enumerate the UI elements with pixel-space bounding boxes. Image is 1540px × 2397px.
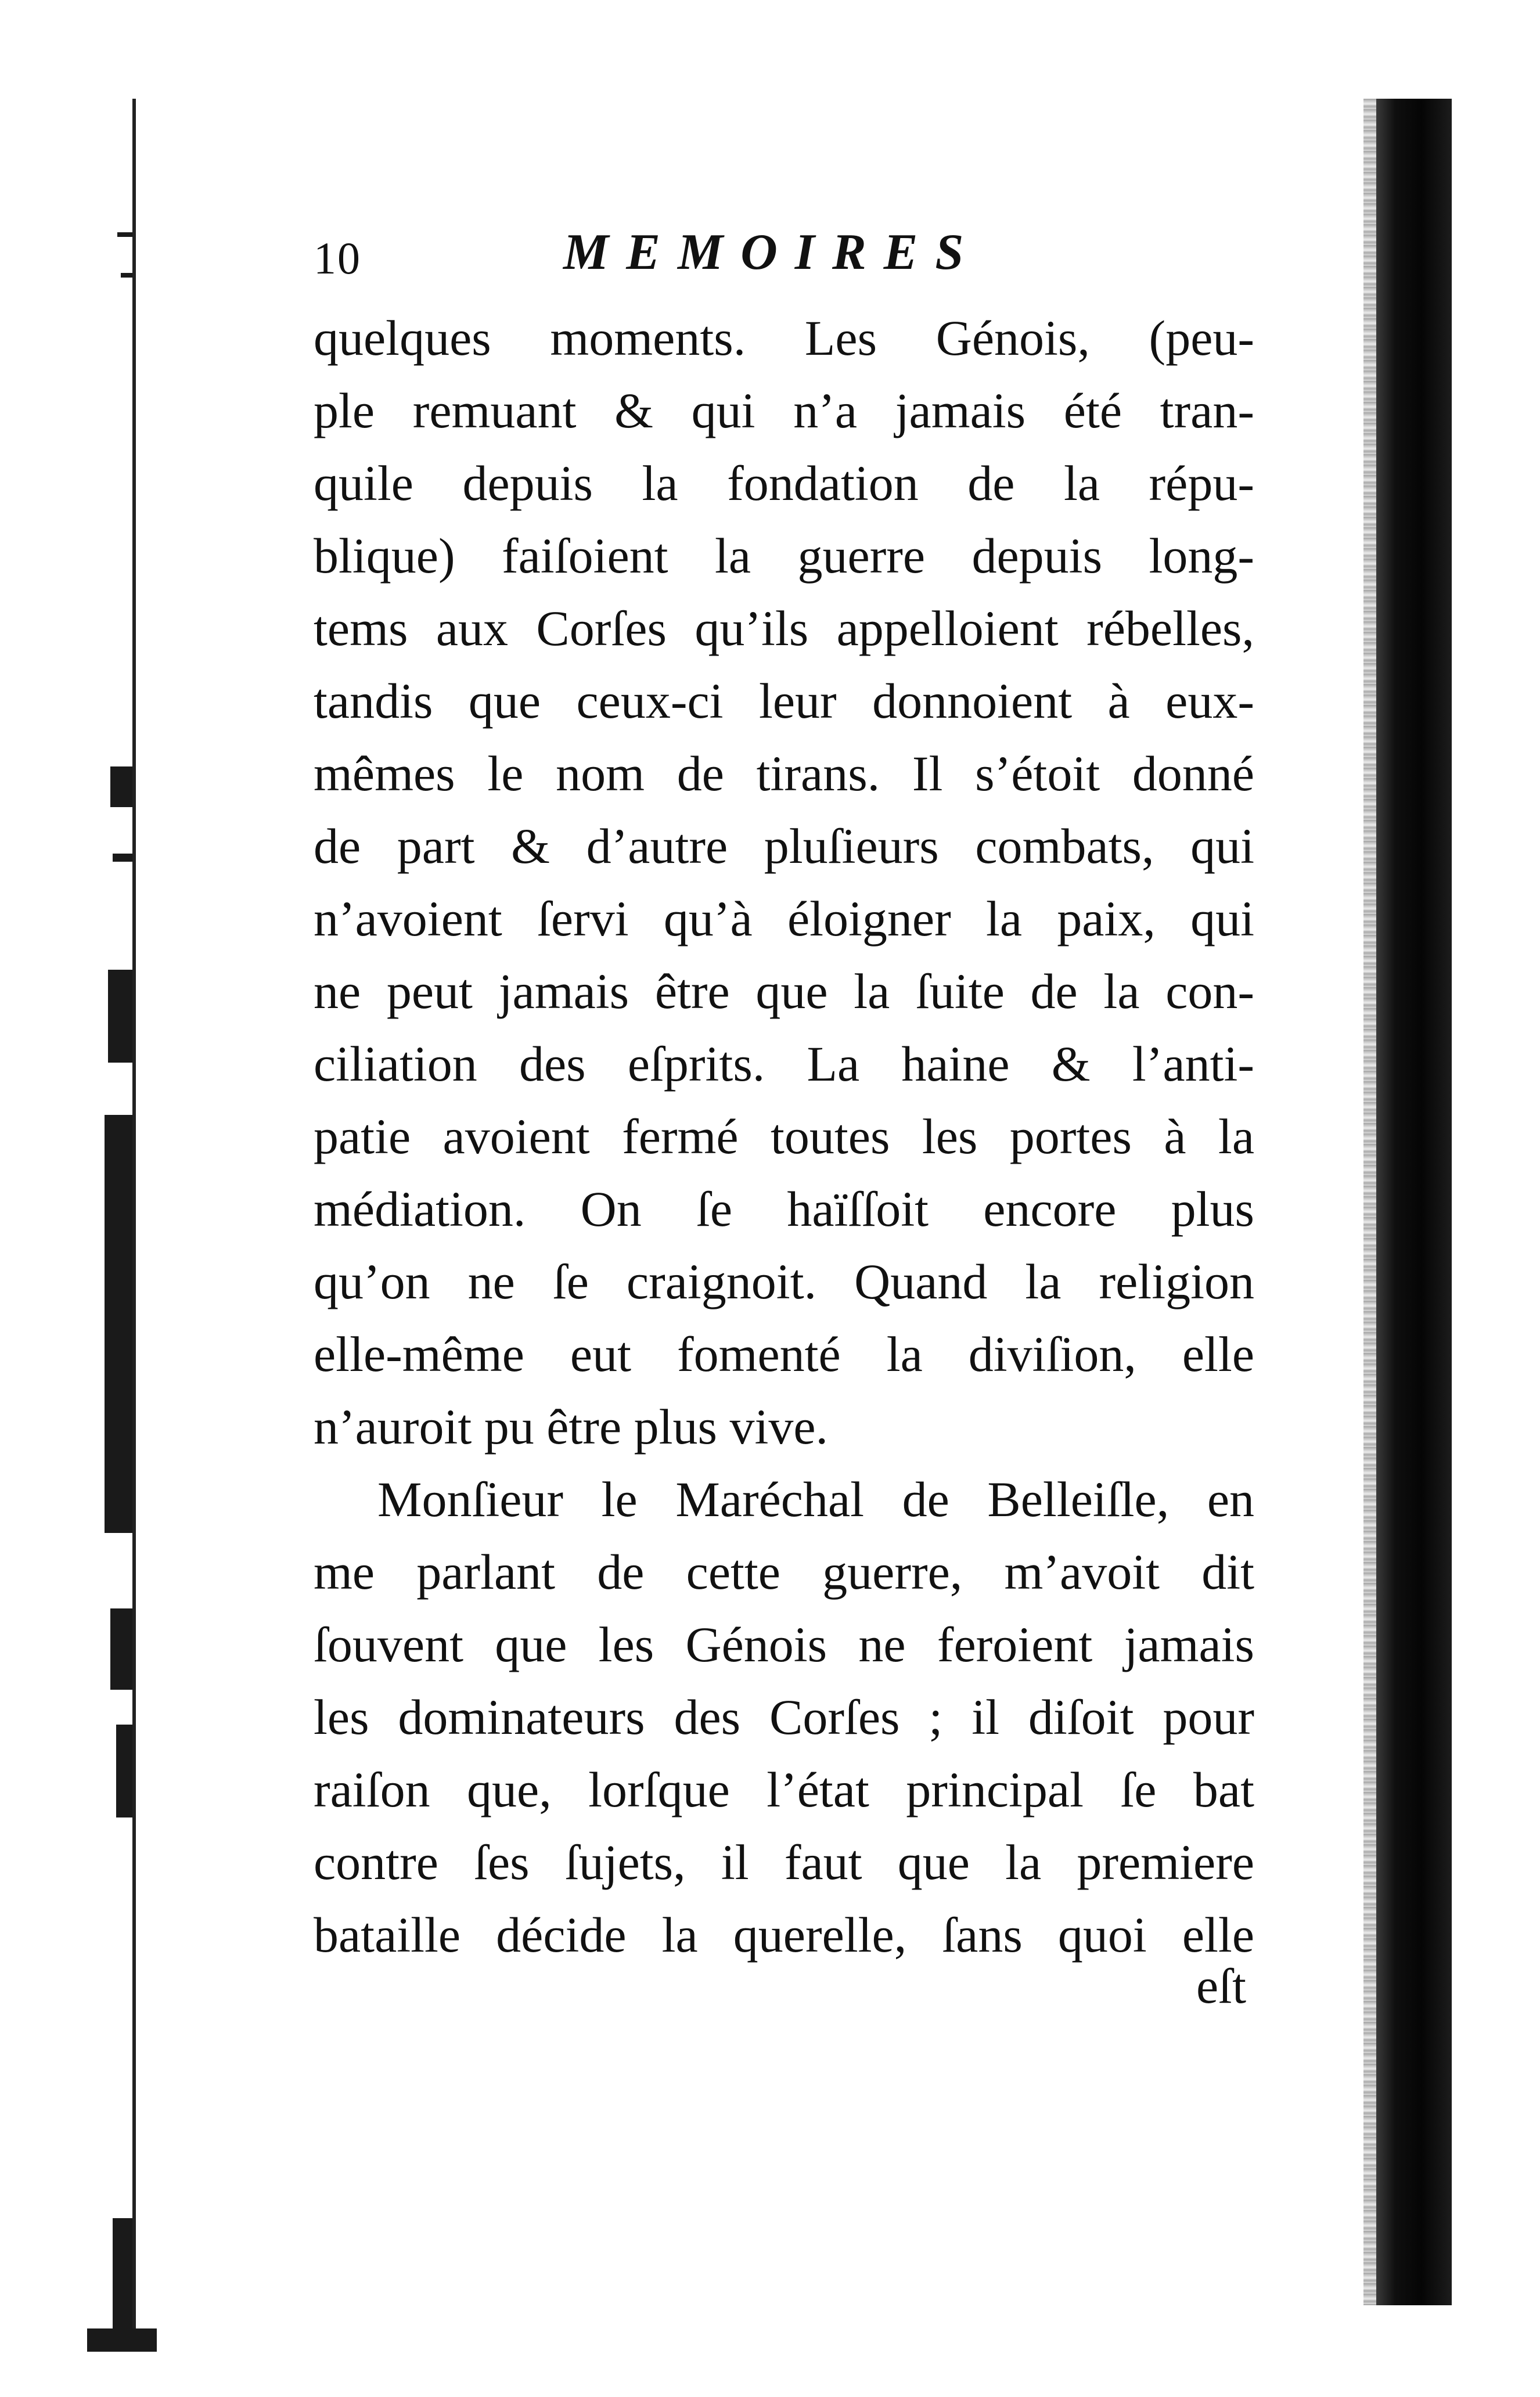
text-line: mêmes le nom de tirans. Il s’étoit donné: [314, 746, 1254, 801]
text-line: médiation. On ſe haïſſoit encore plus: [314, 1181, 1254, 1237]
running-title: MEMOIRES: [563, 224, 981, 280]
text-line: patie avoient fermé toutes les portes à la: [314, 1108, 1254, 1164]
paragraph-2: [314, 1463, 1254, 1971]
text-line: les dominateurs des Corſes ; il diſoit pour: [314, 1689, 1254, 1745]
text-line: de part & d’autre pluſieurs combats, qui: [314, 818, 1254, 874]
text-line: bataille décide la querelle, ſans quoi elle: [314, 1907, 1254, 1963]
text-line: elle-même eut fomenté la diviſion, elle: [314, 1326, 1254, 1382]
binding-rule: [132, 99, 136, 2352]
text-line: contre ſes ſujets, il faut que la premiere: [314, 1834, 1254, 1890]
text-line: Monſieur le Maréchal de Belleiſle, en: [377, 1471, 1254, 1527]
scan-mark: [110, 766, 132, 807]
text-line: ne peut jamais être que la ſuite de la con-: [314, 963, 1254, 1019]
text-line: ſouvent que les Génois ne feroient jamais: [314, 1617, 1254, 1672]
text-block: [314, 209, 1254, 1971]
binding-edge: [87, 99, 139, 2352]
text-line: quelques moments. Les Génois, (peu-: [314, 310, 1254, 366]
text-line: tandis que ceux-ci leur donnoient à eux-: [314, 673, 1254, 729]
scan-mark: [87, 2328, 157, 2352]
page-header: [314, 209, 1254, 302]
text-line: me parlant de cette guerre, m’avoit dit: [314, 1544, 1254, 1600]
dark-margin-strip: [1376, 99, 1452, 2305]
page-number: 10: [314, 233, 361, 283]
scan-mark: [121, 273, 132, 278]
scan-mark: [108, 970, 132, 1063]
text-line: n’avoient ſervi qu’à éloigner la paix, qui: [314, 891, 1254, 946]
text-line: ciliation des eſprits. La haine & l’anti-: [314, 1036, 1254, 1092]
text-line: blique) faiſoient la guerre depuis long-: [314, 528, 1254, 584]
scan-mark: [113, 2218, 132, 2334]
scan-mark: [110, 1608, 132, 1690]
text-line: tems aux Corſes qu’ils appelloient rébelles,: [314, 600, 1254, 656]
text-line: n’auroit pu être plus vive.: [314, 1399, 829, 1455]
text-line: ple remuant & qui n’a jamais été tran-: [314, 383, 1254, 438]
scan-mark: [116, 1725, 132, 1817]
scan-mark: [105, 1115, 132, 1533]
scan-mark: [117, 232, 132, 237]
text-line: qu’on ne ſe craignoit. Quand la religion: [314, 1254, 1254, 1309]
catchword: eſt: [1196, 1958, 1246, 2014]
text-line: quile depuis la fondation de la répu-: [314, 455, 1254, 511]
text-line: raiſon que, lorſque l’état principal ſe bat: [314, 1762, 1254, 1817]
scan-mark: [113, 854, 132, 862]
paragraph-1: [314, 302, 1254, 1463]
